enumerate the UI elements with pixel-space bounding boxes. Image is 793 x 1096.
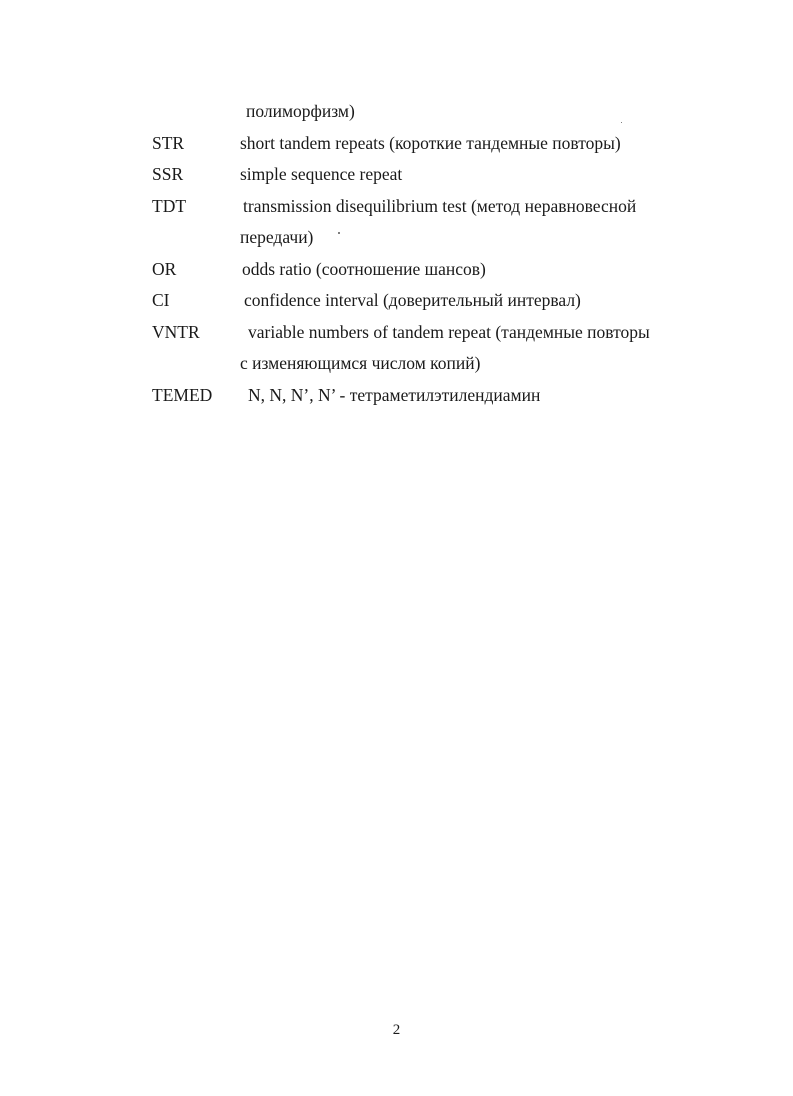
abbreviation-list: [152, 96, 712, 411]
abbreviation-term: SSR: [152, 164, 184, 184]
abbreviation-term: CI: [152, 290, 170, 310]
abbreviation-term: VNTR: [152, 321, 200, 342]
abbreviation-term: STR: [152, 132, 185, 153]
abbreviation-row: [152, 96, 712, 128]
abbreviation-definition: N, N, N’, N’ - тетраметилэтилендиамин: [248, 384, 541, 405]
abbreviation-definition: short tandem repeats (короткие тандемные повторы): [240, 132, 621, 153]
abbreviation-term: OR: [152, 258, 177, 279]
abbreviation-definition: simple sequence repeat: [240, 164, 403, 184]
abbreviation-term: TEMED: [152, 384, 213, 405]
abbreviation-definition: variable numbers of tandem repeat (тандемные повторы: [248, 321, 650, 342]
abbreviation-row: [152, 348, 712, 380]
abbreviation-definition: confidence interval (доверительный интервал): [244, 290, 581, 310]
abbreviation-definition: transmission disequilibrium test (метод неравновесной: [243, 195, 637, 216]
page-number: 2: [392, 1022, 401, 1038]
abbreviation-row: [152, 317, 712, 349]
abbreviation-definition: с изменяющимся числом копий): [240, 353, 481, 373]
abbreviation-row: [152, 285, 712, 317]
abbreviation-row: [152, 159, 712, 191]
abbreviation-term: TDT: [152, 195, 187, 216]
abbreviation-row: [152, 254, 712, 286]
abbreviation-definition: odds ratio (соотношение шансов): [242, 258, 486, 279]
abbreviation-row: [152, 222, 712, 254]
scan-speck: [338, 232, 340, 234]
abbreviation-definition: полиморфизм): [246, 101, 355, 121]
abbreviation-row: [152, 380, 712, 412]
abbreviation-row: [152, 191, 712, 223]
abbreviation-definition: передачи): [240, 227, 314, 247]
scan-speck: [621, 122, 622, 123]
abbreviation-row: [152, 128, 712, 160]
